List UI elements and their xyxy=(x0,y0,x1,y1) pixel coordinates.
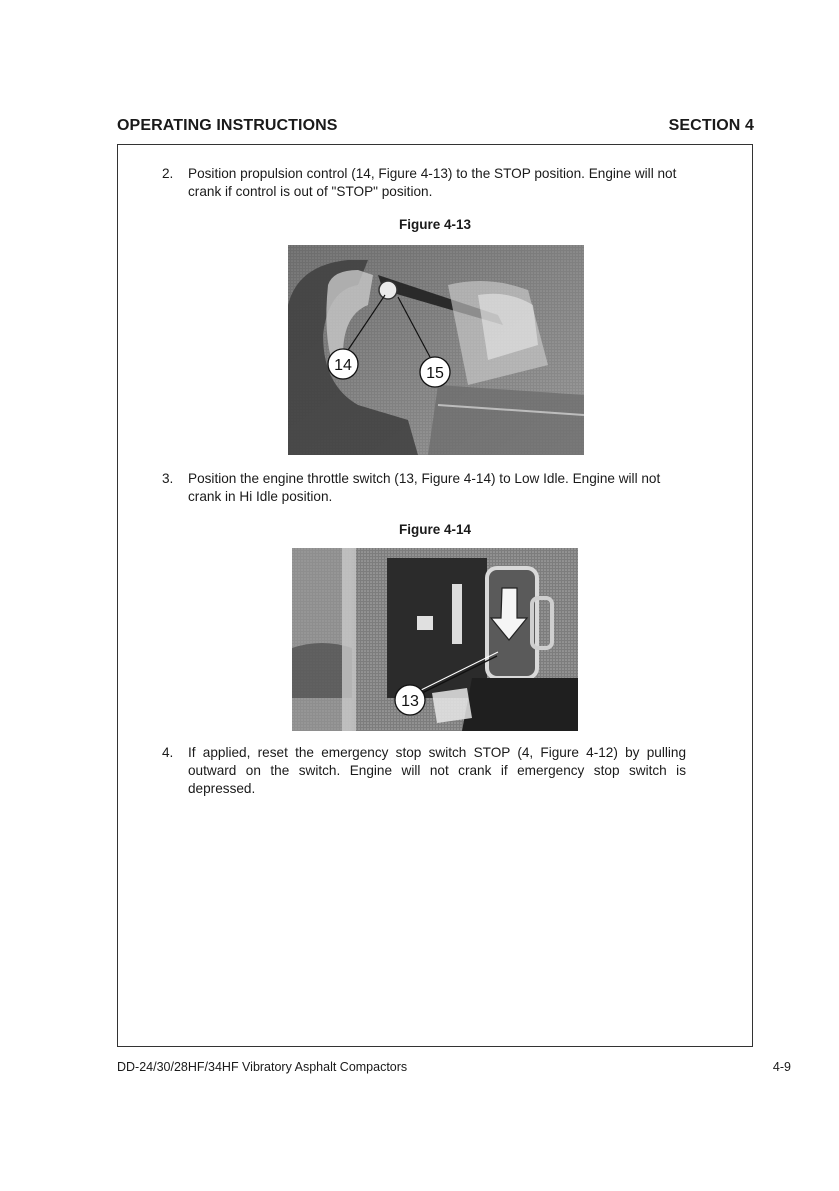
figure-caption-4-14: Figure 4-14 xyxy=(398,522,472,537)
step-3 xyxy=(162,470,686,506)
figure-4-14-image xyxy=(292,548,578,731)
step-4 xyxy=(162,744,686,798)
header-section-number: SECTION 4 xyxy=(668,117,754,134)
step-text: Position propulsion control (14, Figure 4-13) to the STOP position. Engine will not crank if control is out of "STOP" position. xyxy=(188,166,677,199)
header-section-title: OPERATING INSTRUCTIONS xyxy=(117,117,338,134)
step-number: 2. xyxy=(162,166,174,181)
figure-4-14-photo xyxy=(292,548,578,731)
step-text: If applied, reset the emergency stop switch STOP (4, Figure 4-12) by pulling outward on the switch. Engine will not crank if emergency stop switch is depressed. xyxy=(188,745,686,796)
figure-4-13-image xyxy=(288,245,584,455)
callout-14-label: 14 xyxy=(334,357,352,374)
figure-caption-4-13: Figure 4-13 xyxy=(398,217,472,232)
callout-15-label: 15 xyxy=(426,365,444,382)
footer-page-number: 4-9 xyxy=(772,1060,791,1074)
callout-13-label: 13 xyxy=(401,693,419,710)
step-number: 3. xyxy=(162,471,174,486)
footer-document-title: DD-24/30/28HF/34HF Vibratory Asphalt Compactors xyxy=(117,1060,408,1074)
figure-4-13-photo xyxy=(288,245,584,455)
step-number: 4. xyxy=(162,745,174,760)
step-2 xyxy=(162,165,686,201)
step-text: Position the engine throttle switch (13, Figure 4-14) to Low Idle. Engine will not crank in Hi Idle position. xyxy=(188,471,661,504)
